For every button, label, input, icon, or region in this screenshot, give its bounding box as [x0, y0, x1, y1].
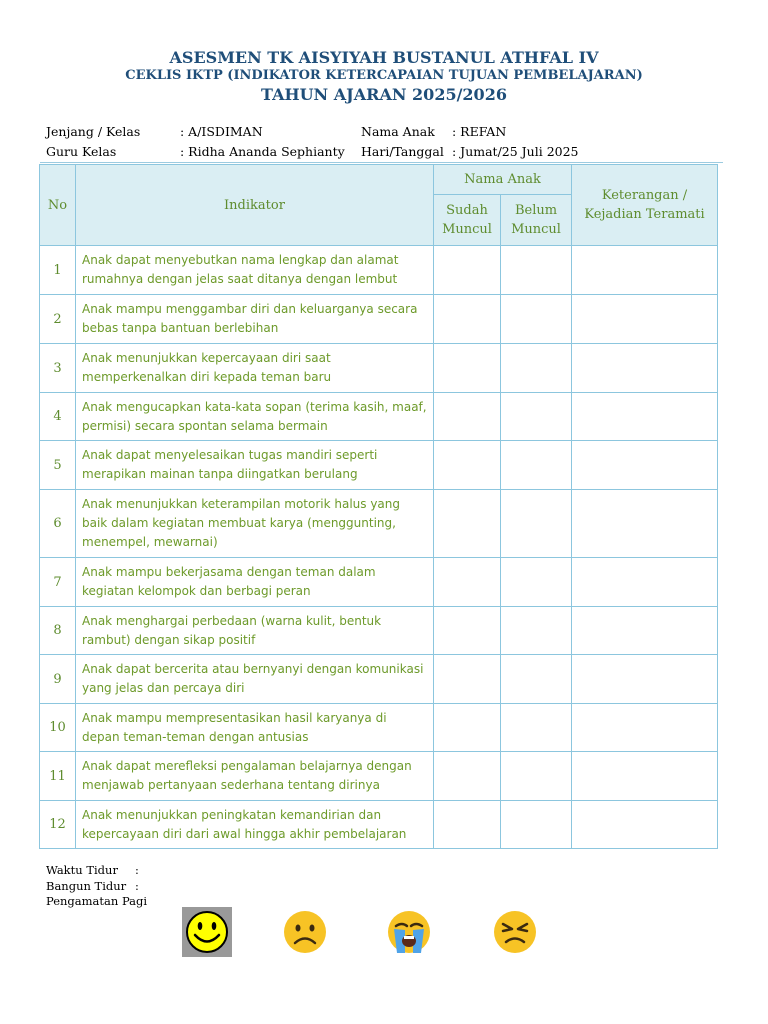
- bangun-tidur-row: [46, 879, 147, 895]
- column-header-belum-muncul: Belum Muncul: [501, 195, 572, 246]
- indicator-text: Anak mengucapkan kata-kata sopan (terima kasih, maaf, permisi) secara spontan selama bermain: [76, 393, 434, 441]
- indicator-text: Anak mampu menggambar diri dan keluarganya secara bebas tanpa bantuan berlebihan: [76, 295, 434, 344]
- sudah-muncul-cell[interactable]: [434, 655, 501, 704]
- row-number: 4: [40, 393, 76, 441]
- pengamatan-pagi-row: [46, 894, 147, 910]
- indicator-text: Anak mampu mempresentasikan hasil karyanya di depan teman-teman dengan antusias: [76, 704, 434, 752]
- sudah-muncul-cell[interactable]: [434, 704, 501, 752]
- jenjang-value: : A/ISDIMAN: [180, 124, 263, 139]
- table-row: [40, 490, 718, 558]
- waktu-tidur-colon: :: [135, 863, 139, 877]
- row-number: 3: [40, 344, 76, 393]
- sudah-muncul-cell[interactable]: [434, 441, 501, 490]
- belum-muncul-cell[interactable]: [501, 344, 572, 393]
- academic-year: TAHUN AJARAN 2025/2026: [261, 85, 507, 104]
- belum-muncul-cell[interactable]: [501, 752, 572, 801]
- indicator-text: Anak menunjukkan keterampilan motorik halus yang baik dalam kegiatan membuat karya (menggunting, menempel, mewarnai): [76, 490, 434, 558]
- table-row: [40, 441, 718, 490]
- belum-muncul-cell[interactable]: [501, 490, 572, 558]
- document-title: ASESMEN TK AISYIYAH BUSTANUL ATHFAL IV: [169, 48, 599, 67]
- table-row: [40, 704, 718, 752]
- table-row: [40, 607, 718, 655]
- guru-value: : Ridha Ananda Sephianty: [180, 144, 345, 159]
- nama-anak-label: Nama Anak: [361, 124, 435, 139]
- smiley-face-icon: [182, 907, 232, 957]
- hari-tanggal-value: : Jumat/25 Juli 2025: [452, 144, 579, 159]
- waktu-tidur-row: [46, 863, 147, 879]
- table-row: [40, 246, 718, 295]
- table-row: [40, 558, 718, 607]
- table-row: [40, 344, 718, 393]
- indicator-text: Anak menunjukkan kepercayaan diri saat memperkenalkan diri kepada teman baru: [76, 344, 434, 393]
- pengamatan-pagi-label: Pengamatan Pagi: [46, 894, 148, 908]
- keterangan-cell[interactable]: [572, 558, 718, 607]
- row-number: 1: [40, 246, 76, 295]
- nama-anak-value: : REFAN: [452, 124, 507, 139]
- document-title-block: [0, 48, 768, 106]
- table-row: [40, 752, 718, 801]
- row-number: 10: [40, 704, 76, 752]
- row-number: 9: [40, 655, 76, 704]
- sudah-muncul-cell[interactable]: [434, 752, 501, 801]
- column-header-nama-anak: Nama Anak: [434, 165, 572, 195]
- table-row: [40, 655, 718, 704]
- table-row: [40, 801, 718, 849]
- keterangan-cell[interactable]: [572, 752, 718, 801]
- sudah-muncul-cell[interactable]: [434, 607, 501, 655]
- row-number: 6: [40, 490, 76, 558]
- sudah-muncul-cell[interactable]: [434, 490, 501, 558]
- column-header-keterangan: Keterangan / Kejadian Teramati: [572, 165, 718, 246]
- row-number: 7: [40, 558, 76, 607]
- indicator-text: Anak menunjukkan peningkatan kemandirian dan kepercayaan diri dari awal hingga akhir pembelajaran: [76, 801, 434, 849]
- indicator-text: Anak mampu bekerjasama dengan teman dalam kegiatan kelompok dan berbagi peran: [76, 558, 434, 607]
- row-number: 12: [40, 801, 76, 849]
- sudah-muncul-cell[interactable]: [434, 344, 501, 393]
- column-header-no: No: [40, 165, 76, 246]
- column-header-indikator: Indikator: [76, 165, 434, 246]
- sudah-muncul-cell[interactable]: [434, 801, 501, 849]
- belum-muncul-cell[interactable]: [501, 393, 572, 441]
- sad-face-icon: [280, 907, 330, 957]
- sudah-muncul-cell[interactable]: [434, 295, 501, 344]
- assessment-table: [39, 164, 718, 849]
- guru-label: Guru Kelas: [46, 144, 117, 159]
- row-number: 11: [40, 752, 76, 801]
- table-row: [40, 393, 718, 441]
- indicator-text: Anak dapat bercerita atau bernyanyi dengan komunikasi yang jelas dan percaya diri: [76, 655, 434, 704]
- keterangan-cell[interactable]: [572, 704, 718, 752]
- keterangan-cell[interactable]: [572, 344, 718, 393]
- bangun-tidur-label: Bangun Tidur: [46, 878, 127, 893]
- belum-muncul-cell[interactable]: [501, 558, 572, 607]
- belum-muncul-cell[interactable]: [501, 441, 572, 490]
- keterangan-cell[interactable]: [572, 490, 718, 558]
- footer-notes: [46, 863, 147, 910]
- indicator-text: Anak dapat menyebutkan nama lengkap dan alamat rumahnya dengan jelas saat ditanya dengan lembut: [76, 246, 434, 295]
- keterangan-cell[interactable]: [572, 655, 718, 704]
- belum-muncul-cell[interactable]: [501, 607, 572, 655]
- indicator-text: Anak dapat menyelesaikan tugas mandiri seperti merapikan mainan tanpa diingatkan berulang: [76, 441, 434, 490]
- keterangan-cell[interactable]: [572, 607, 718, 655]
- belum-muncul-cell[interactable]: [501, 801, 572, 849]
- bangun-tidur-colon: :: [135, 878, 139, 893]
- keterangan-cell[interactable]: [572, 246, 718, 295]
- table-row: [40, 295, 718, 344]
- column-header-sudah-muncul: Sudah Muncul: [434, 195, 501, 246]
- row-number: 5: [40, 441, 76, 490]
- belum-muncul-cell[interactable]: [501, 295, 572, 344]
- belum-muncul-cell[interactable]: [501, 655, 572, 704]
- document-subtitle: CEKLIS IKTP (INDIKATOR KETERCAPAIAN TUJUAN PEMBELAJARAN): [125, 68, 643, 83]
- keterangan-cell[interactable]: [572, 393, 718, 441]
- indicator-text: Anak dapat merefleksi pengalaman belajarnya dengan menjawab pertanyaan sederhana tentang dirinya: [76, 752, 434, 801]
- sudah-muncul-cell[interactable]: [434, 558, 501, 607]
- belum-muncul-cell[interactable]: [501, 704, 572, 752]
- waktu-tidur-label: Waktu Tidur: [46, 863, 118, 877]
- belum-muncul-cell[interactable]: [501, 246, 572, 295]
- header-divider: [40, 162, 723, 163]
- angry-face-icon: [490, 907, 540, 957]
- crying-face-icon: [384, 907, 434, 957]
- indicator-text: Anak menghargai perbedaan (warna kulit, bentuk rambut) dengan sikap positif: [76, 607, 434, 655]
- sudah-muncul-cell[interactable]: [434, 393, 501, 441]
- row-number: 2: [40, 295, 76, 344]
- sudah-muncul-cell[interactable]: [434, 246, 501, 295]
- keterangan-cell[interactable]: [572, 295, 718, 344]
- keterangan-cell[interactable]: [572, 441, 718, 490]
- keterangan-cell[interactable]: [572, 801, 718, 849]
- jenjang-label: Jenjang / Kelas: [46, 124, 141, 139]
- hari-tanggal-label: Hari/Tanggal: [361, 144, 444, 159]
- row-number: 8: [40, 607, 76, 655]
